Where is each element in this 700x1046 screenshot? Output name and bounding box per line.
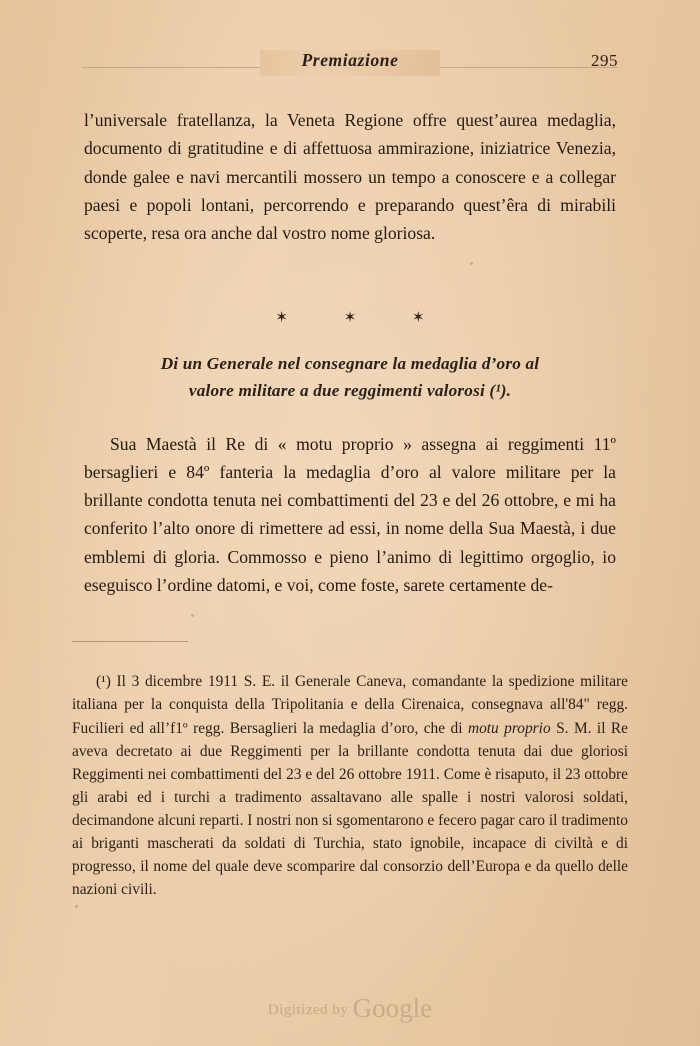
subheading-line-2: valore militare a due reggimenti valorosi (¹).: [188, 381, 512, 400]
footnote-italic-term: motu proprio: [467, 719, 551, 737]
continued-paragraph-block: [84, 106, 616, 247]
digitized-watermark: [0, 993, 700, 1024]
footnote-separator-rule: [72, 641, 188, 642]
footnote-marker: (¹): [96, 673, 111, 691]
watermark-brand: Google: [352, 993, 433, 1023]
main-paragraph-block: [84, 412, 616, 617]
watermark-prefix: Digitized by: [267, 1002, 349, 1018]
footnote-block: [72, 655, 628, 917]
footnote-paragraph: [72, 670, 628, 901]
page-speck: [470, 262, 473, 265]
continued-paragraph: l’universale fratellanza, la Veneta Regione offre quest’aurea medaglia, documento di gratitudine e di affettuosa ammirazione, iniziatrice Venezia, donde galee e navi mercantili mossero un tempo a conoscere e a collegar paesi e popoli lontani, percorrendo e preparando quest’êra di mirabili scoperte, resa ora anche dal vostro nome gloriosa.: [84, 110, 616, 244]
section-subheading: [84, 350, 616, 404]
subheading-line-1: Di un Generale nel consegnare la medaglia d’oro al: [160, 354, 540, 373]
ornament-asterisks: ✶ ✶ ✶: [275, 310, 451, 326]
running-head: Premiazione: [301, 50, 399, 70]
footnote-text: Il 3 dicembre 1911 S. E. il Generale Caneva, comandante la spedizione militare italiana per la conquista della Tripolitania e della Cirenaica, consegnava all'84" regg. Fucilieri ed all’f1º regg. Bersaglieri la medaglia d’oro, che di motu proprio S. M. il Re aveva decretato ai due Reggimenti per la brillante condotta tenuta dai due gloriosi Reggimenti nei combattimenti del 23 e del 26 ottobre 1911. Come è risaputo, il 23 ottobre gli arabi ed i turchi a tradimento assaltavano alle spalle i nostri valorosi soldati, decimandone alcuni reparti. I nostri non si sgomentarono e fecero pagar caro il tradimento ai briganti mascherati da soldati di Turchia, stato ignobile, incapace di civiltà e di progresso, il nome del quale deve scomparire dal consorzio dell’Europa e da quello delle nazioni civili.: [72, 673, 629, 899]
main-paragraph: Sua Maestà il Re di « motu proprio » assegna ai reggimenti 11º bersaglieri e 84º fanteria la medaglia d’oro al valore militare per la brillante condotta tenuta nei combattimenti del 23 e del 26 ottobre, e mi ha conferito l’alto onore di rimettere ad essi, in nome della Sua Maestà, i due emblemi di gloria. Commosso e pieno l’animo di legittimo orgoglio, io eseguisco l’ordine datomi, e voi, come foste, sarete certamente de-: [84, 433, 616, 596]
page-header: [82, 50, 618, 78]
page-number: 295: [591, 51, 618, 70]
